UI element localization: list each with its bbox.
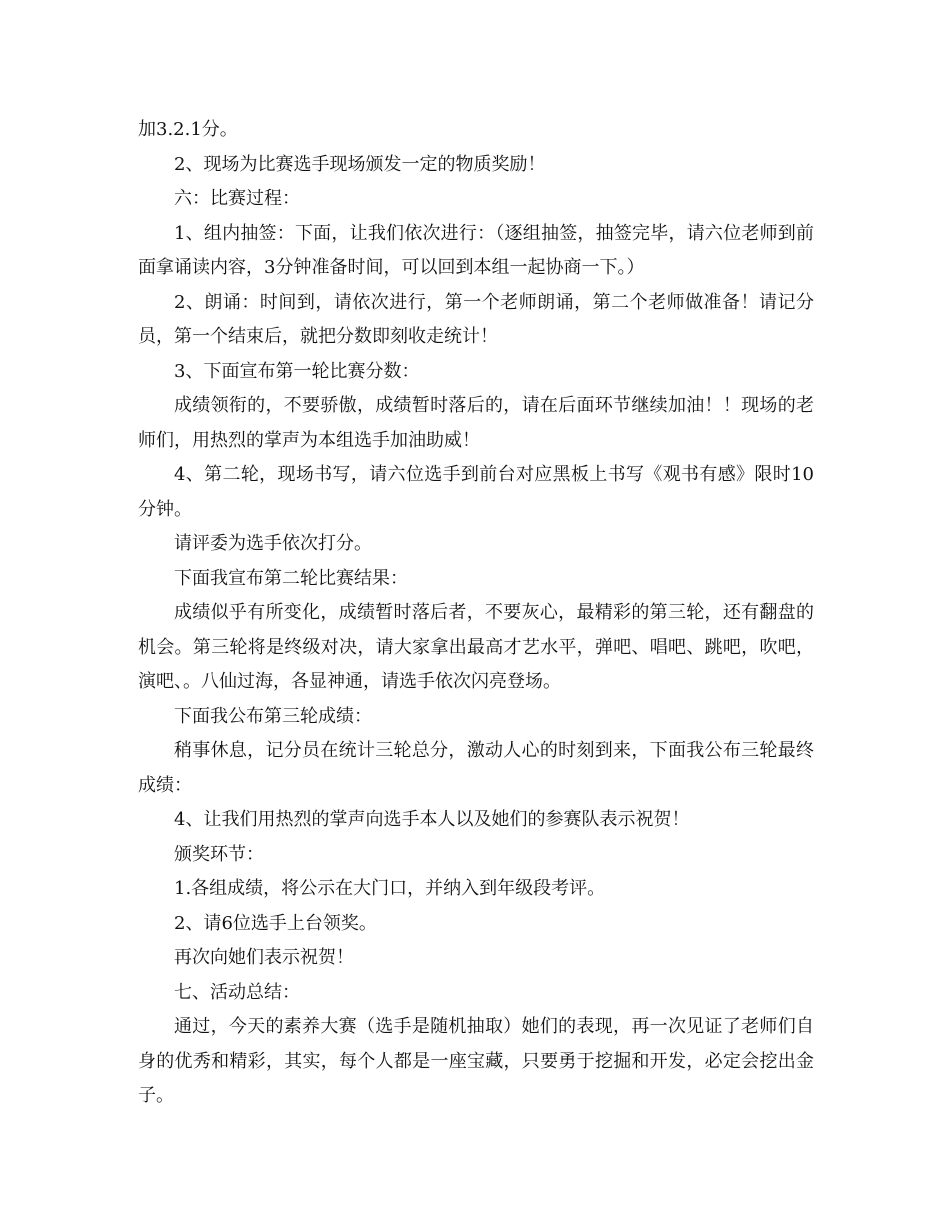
paragraph-round3-results: 下面我公布第三轮成绩： bbox=[174, 705, 372, 727]
paragraph-congratulations: 4、让我们用热烈的掌声向选手本人以及她们的参赛队表示祝贺！ bbox=[174, 809, 690, 830]
paragraph-2: 2、现场为比赛选手现场颁发一定的物质奖励！ bbox=[174, 153, 546, 175]
paragraph-encouragement: 成绩领衔的，不要骄傲，成绩暂时落后的，请在后面环节继续加油！！现场的老师们，用热烈的掌声为本组选手加油助威！ bbox=[138, 395, 814, 451]
paragraph-round3-intro: 成绩似乎有所变化，成绩暂时落后者，不要灰心，最精彩的第三轮，还有翻盘的机会。第三轮将是终级对决，请大家拿出最高才艺水平，弹吧、唱吧、跳吧，吹吧，演吧、。八仙过海，各显神通，请选手依次闪亮登场。 bbox=[138, 602, 814, 692]
paragraph-judges: 请评委为选手依次打分。 bbox=[174, 533, 372, 554]
paragraph-award-1: 1.各组成绩，将公示在大门口，并纳入到年级段考评。 bbox=[174, 878, 606, 899]
paragraph-draw-lots: 1、组内抽签：下面，让我们依次进行：（逐组抽签，抽签完毕，请六位老师到前面拿诵读内容，3分钟准备时间，可以回到本组一起协商一下。） bbox=[138, 222, 814, 278]
paragraph-1: 加3.2.1分。 bbox=[138, 119, 238, 140]
paragraph-award-2: 2、请6位选手上台领奖。 bbox=[174, 912, 377, 934]
paragraph-round2-results: 下面我宣布第二轮比赛结果： bbox=[174, 567, 408, 589]
paragraph-award-heading: 颁奖环节： bbox=[174, 843, 264, 865]
document-body bbox=[138, 113, 814, 1114]
section-heading-process: 六：比赛过程： bbox=[174, 188, 300, 209]
paragraph-round2: 4、第二轮，现场书写，请六位选手到前台对应黑板上书写《观书有感》限时10分钟。 bbox=[138, 464, 814, 520]
paragraph-summary: 通过，今天的素养大赛（选手是随机抽取）她们的表现，再一次见证了老师们自身的优秀和精彩，其实，每个人都是一座宝藏，只要勇于挖掘和开发，必定会挖出金子。 bbox=[138, 1016, 814, 1106]
paragraph-congratulate-again: 再次向她们表示祝贺！ bbox=[174, 947, 354, 968]
section-heading-summary: 七、活动总结： bbox=[174, 981, 300, 1003]
paragraph-recitation: 2、朗诵：时间到，请依次进行，第一个老师朗诵，第二个老师做准备！请记分员，第一个结束后，就把分数即刻收走统计！ bbox=[138, 291, 814, 347]
paragraph-round1-scores: 3、下面宣布第一轮比赛分数： bbox=[174, 360, 420, 382]
paragraph-final-scores: 稍事休息，记分员在统计三轮总分，激动人心的时刻到来，下面我公布三轮最终成绩： bbox=[138, 740, 814, 796]
